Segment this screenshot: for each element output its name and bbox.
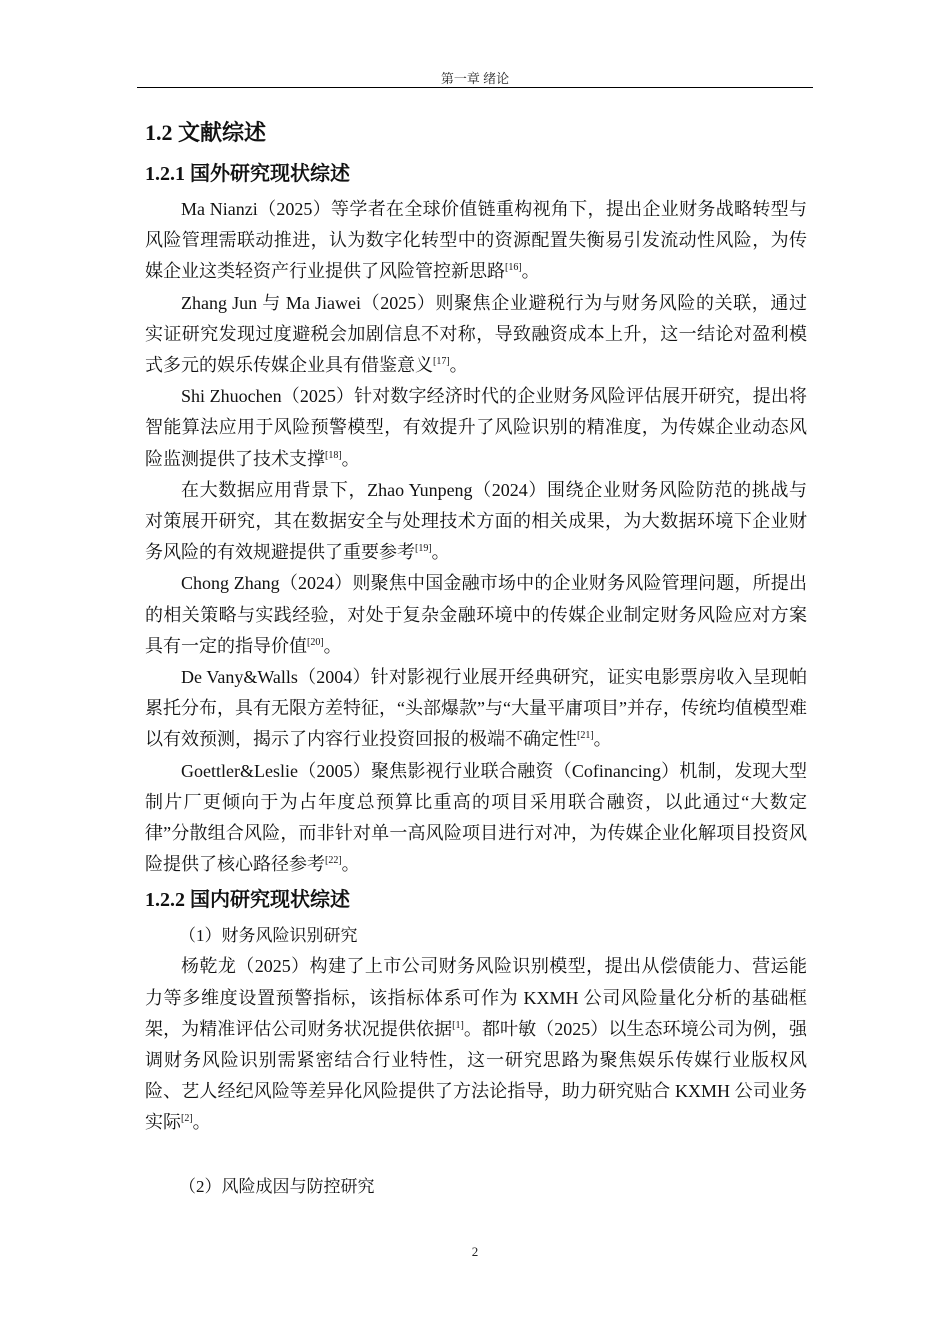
paragraph-text: 杨乾龙（2025）构建了上市公司财务风险识别模型，提出从偿债能力、营运能力等多维度设置预警指标，该指标体系可作为 KXMH 公司风险量化分析的基础框架，为精准评估公司财务状况提供依据 [145,956,807,1039]
citation-link[interactable]: [22] [325,855,342,867]
paragraph [145,194,807,288]
paragraph [145,662,807,756]
running-header: 第一章 绪论 [440,71,510,86]
paragraph-text: Zhang Jun 与 Ma Jiawei（2025）则聚焦企业避税行为与财务风险的关联，通过实证研究发现过度避税会加剧信息不对称，导致融资成本上升，这一结论对盈利模式多元的娱乐传媒企业具有借鉴意义 [145,292,807,376]
numbered-heading-risk-causes: （2）风险成因与防控研究 [179,1176,375,1196]
numbered-heading-risk-identification: （1）财务风险识别研究 [179,926,358,946]
citation-link[interactable]: [2] [181,1113,193,1125]
paragraph-text: Goettler&Leslie（2005）聚焦影视行业联合融资（Cofinancing）机制，发现大型制片厂更倾向于为占年度总预算比重高的项目采用联合融资，以此通过“大数定律”分散组合风险，而非针对单一高风险项目进行对冲，为传媒企业化解项目投资风险提供了核心路径参考 [145,760,807,875]
page-number: 2 [471,1244,479,1259]
paragraph [145,951,807,1138]
paragraph-end: 。 [341,854,360,875]
citation-link[interactable]: [18] [325,449,342,461]
subsection-title-domestic: 1.2.2 国内研究现状综述 [145,889,350,912]
paragraph-text: De Vany&Walls（2004）针对影视行业展开经典研究，证实电影票房收入呈现帕累托分布，具有无限方差特征，“头部爆款”与“大量平庸项目”并存，传统均值模型难以有效预测，揭示了内容行业投资回报的极端不确定性 [145,667,807,750]
paragraph [145,288,807,382]
citation-link[interactable]: [19] [415,543,432,555]
paragraph-end: 。 [593,729,612,750]
citation-link[interactable]: [17] [433,356,450,368]
page-body [145,112,807,1202]
citation-link[interactable]: [21] [577,730,594,742]
paragraph-text: 。都叶敏（2025）以生态环境公司为例，强调财务风险识别需紧密结合行业特性，这一研究思路为聚焦娱乐传媒行业版权风险、艺人经纪风险等差异化风险提供了方法论指导，助力研究贴合 KXMH 公司业务实际 [145,1018,808,1133]
header-rule [137,87,813,88]
paragraph-end: 。 [323,635,342,656]
paragraph-text: Ma Nianzi（2025）等学者在全球价值链重构视角下，提出企业财务战略转型与风险管理需联动推进，认为数字化转型中的资源配置失衡易引发流动性风险，为传媒企业这类轻资产行业提供了风险管控新思路 [145,199,807,282]
paragraph-text: Shi Zhuochen（2025）针对数字经济时代的企业财务风险评估展开研究，提出将智能算法应用于风险预警模型，有效提升了风险识别的精准度，为传媒企业动态风险监测提供了技术支撑 [145,386,807,469]
paragraph-end: 。 [449,355,468,376]
paragraph-text: 在大数据应用背景下，Zhao Yunpeng（2024）围绕企业财务风险防范的挑战与对策展开研究，其在数据安全与处理技术方面的相关成果，为大数据环境下企业财务风险的有效规避提供了重要参考 [145,479,807,563]
citation-link[interactable]: [1] [452,1019,464,1031]
paragraph-end: 。 [521,261,540,282]
paragraph-end: 。 [192,1112,211,1133]
paragraph-end: 。 [341,448,360,469]
paragraph-text: Chong Zhang（2024）则聚焦中国金融市场中的企业财务风险管理问题，所提出的相关策略与实践经验，对处于复杂金融环境中的传媒企业制定财务风险应对方案具有一定的指导价值 [145,573,807,656]
paragraph [145,568,807,662]
citation-link[interactable]: [16] [505,262,522,274]
section-title: 1.2 文献综述 [145,120,267,145]
citation-link[interactable]: [20] [307,636,324,648]
paragraph [145,381,807,475]
paragraph [145,475,807,569]
subsection-title-foreign: 1.2.1 国外研究现状综述 [145,163,350,185]
paragraph-end: 。 [431,542,450,563]
paragraph [145,756,807,881]
